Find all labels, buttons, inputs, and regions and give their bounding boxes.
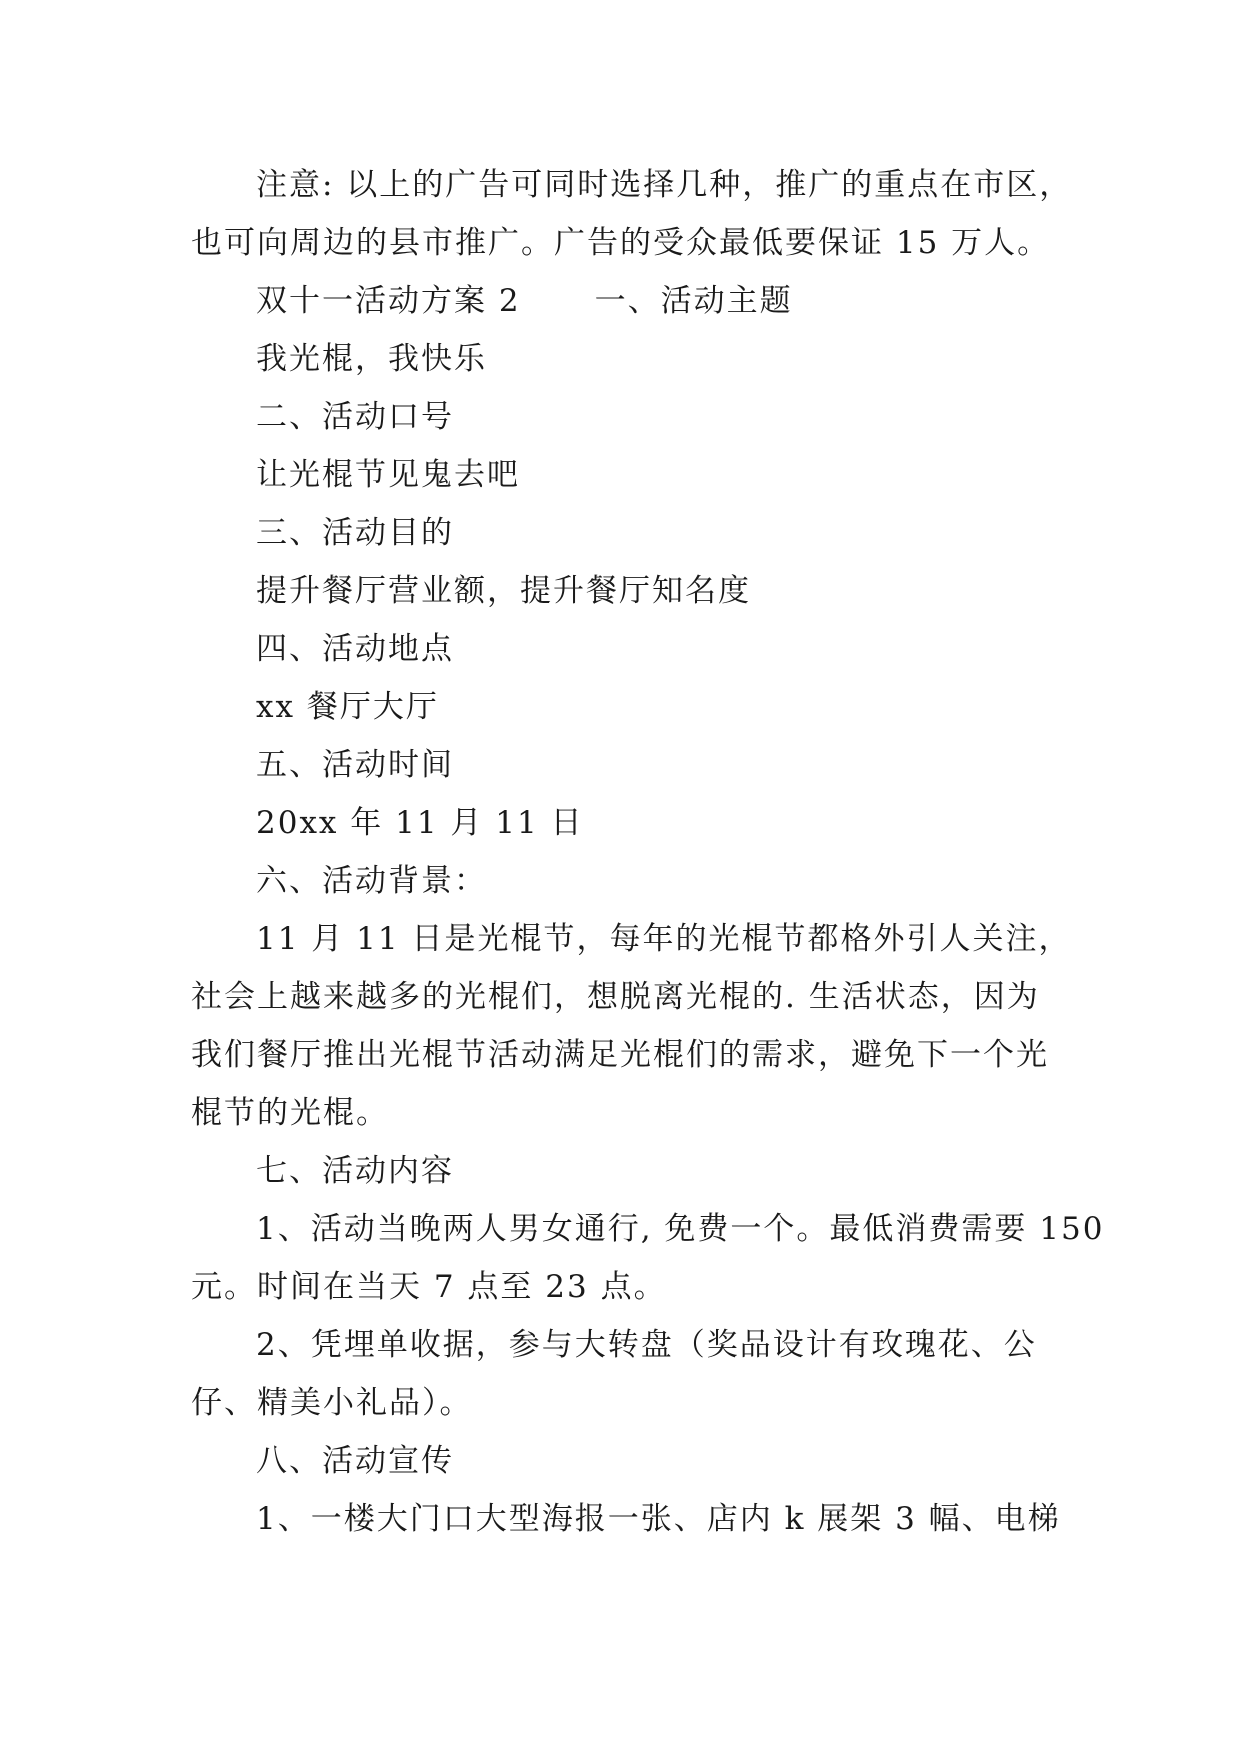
paragraph-line: 20xx 年 11 月 11 日 — [256, 805, 584, 841]
paragraph-line: 元。时间在当天 7 点至 23 点。 — [191, 1269, 667, 1305]
paragraph-line: 也可向周边的县市推广。广告的受众最低要保证 15 万人。 — [191, 225, 1051, 261]
paragraph-line: 棍节的光棍。 — [191, 1095, 389, 1131]
paragraph-line: 1、活动当晚两人男女通行, 免费一个。最低消费需要 150 — [256, 1211, 1105, 1247]
paragraph-line: 2、凭埋单收据，参与大转盘（奖品设计有玫瑰花、公 — [256, 1327, 1037, 1363]
paragraph-line: xx 餐厅大厅 — [256, 689, 439, 725]
paragraph-line: 注意: 以上的广告可同时选择几种，推广的重点在市区， — [256, 167, 1073, 203]
heading-purpose: 三、活动目的 — [256, 515, 454, 551]
heading-background: 六、活动背景： — [256, 863, 487, 899]
plan-title: 双十一活动方案 2 — [256, 283, 521, 319]
paragraph-line: 11 月 11 日是光棍节，每年的光棍节都格外引人关注， — [256, 921, 1072, 957]
heading-promotion: 八、活动宣传 — [256, 1443, 454, 1479]
paragraph-line: 1、一楼大门口大型海报一张、店内 k 展架 3 幅、电梯 — [256, 1501, 1061, 1537]
paragraph-line: 仔、精美小礼品）。 — [191, 1385, 473, 1421]
paragraph-line: 让光棍节见鬼去吧 — [256, 457, 520, 493]
heading-theme: 一、活动主题 — [594, 283, 793, 319]
heading-time: 五、活动时间 — [256, 747, 454, 783]
paragraph-line: 社会上越来越多的光棍们，想脱离光棍的. 生活状态，因为 — [191, 979, 1040, 1015]
paragraph-line: 提升餐厅营业额，提升餐厅知名度 — [256, 573, 751, 609]
paragraph-line: 我们餐厅推出光棍节活动满足光棍们的需求，避免下一个光 — [191, 1037, 1049, 1073]
section-line — [256, 272, 1126, 330]
heading-slogan: 二、活动口号 — [256, 399, 454, 435]
paragraph-line: 我光棍，我快乐 — [256, 341, 487, 377]
heading-content: 七、活动内容 — [256, 1153, 454, 1189]
heading-location: 四、活动地点 — [256, 631, 454, 667]
